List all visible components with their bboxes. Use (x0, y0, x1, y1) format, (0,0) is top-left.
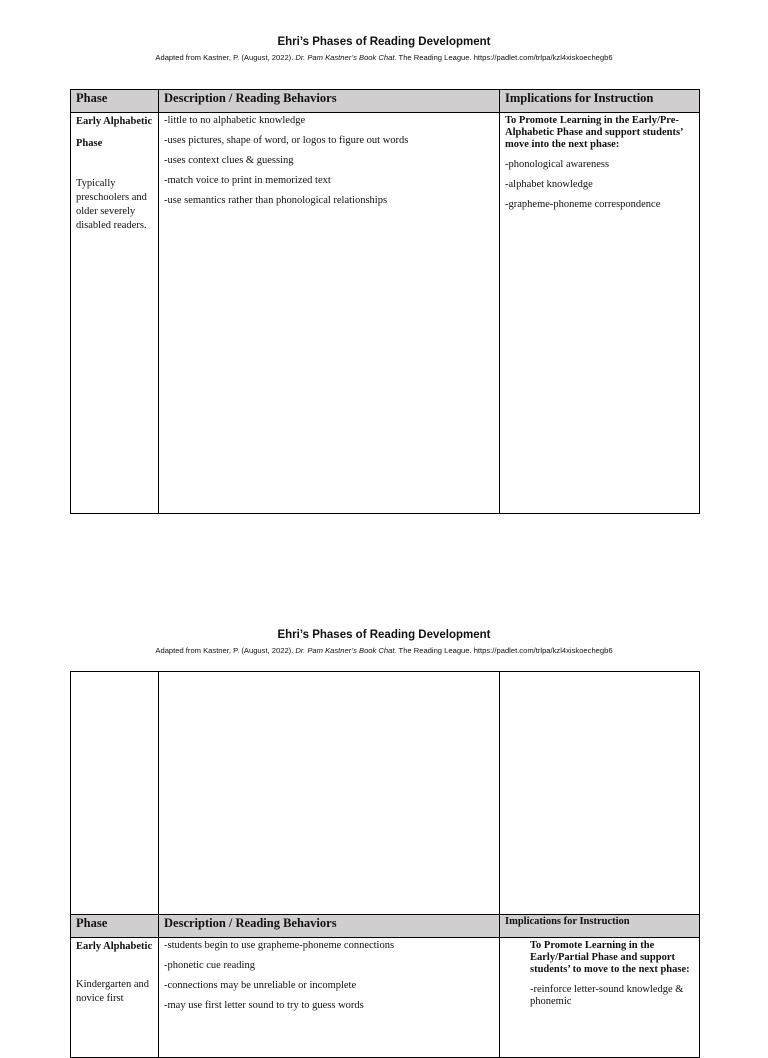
header-phase: Phase (71, 90, 159, 113)
implications-cell (500, 938, 700, 1058)
list-item: -grapheme-phoneme correspondence (505, 199, 661, 210)
phase-title: Early Alphabetic (76, 941, 153, 952)
phase-title-2: Phase (76, 138, 103, 149)
citation-italic: Dr. Pam Kastner’s Book Chat. (295, 53, 397, 62)
table-header-row (71, 915, 700, 938)
phase-cell (71, 938, 159, 1058)
header-implications: Implications for Instruction (500, 915, 700, 938)
phase-note: Typically preschoolers and older severely disabled readers. (76, 178, 147, 231)
citation-suffix: The Reading League. https://padlet.com/trlpa/kzl4xiskoechegb6 (396, 53, 613, 62)
list-item: -match voice to print in memorized text (164, 175, 331, 186)
citation-prefix: Adapted from Kastner, P. (August, 2022). (155, 646, 296, 655)
behaviors-cell (159, 938, 500, 1058)
page-title: Ehri’s Phases of Reading Development (277, 36, 491, 48)
table-header-row (71, 90, 700, 113)
list-item: -phonological awareness (505, 159, 610, 170)
list-item: -students begin to use grapheme-phoneme connections (164, 940, 395, 951)
citation-2 (0, 646, 768, 655)
citation-suffix: The Reading League. https://padlet.com/trlpa/kzl4xiskoechegb6 (396, 646, 613, 655)
list-item: -uses pictures, shape of word, or logos to figure out words (164, 135, 409, 146)
header-phase: Phase (71, 915, 159, 938)
list-item: -use semantics rather than phonological relationships (164, 195, 388, 206)
phase-title: Early Alphabetic (76, 116, 153, 127)
empty-cell (71, 672, 159, 915)
table-row (71, 938, 700, 1058)
list-item: -uses context clues & guessing (164, 155, 294, 166)
page-title-2: Ehri’s Phases of Reading Development (277, 629, 491, 641)
list-item: -reinforce letter-sound knowledge & phonemic (530, 984, 684, 1007)
list-item: -alphabet knowledge (505, 179, 593, 190)
phases-table-2 (70, 671, 700, 1058)
citation-italic: Dr. Pam Kastner’s Book Chat. (295, 646, 397, 655)
empty-cell (500, 672, 700, 915)
table-row-empty (71, 672, 700, 915)
list-item: -may use first letter sound to try to guess words (164, 1000, 364, 1011)
implications-heading: To Promote Learning in the Early/Pre-Alphabetic Phase and support students’ move into the next phase: (505, 115, 683, 150)
citation (0, 53, 768, 62)
phase-cell (71, 113, 159, 514)
behaviors-cell (159, 113, 500, 514)
phases-table-1 (70, 89, 700, 514)
table-row (71, 113, 700, 514)
header-implications: Implications for Instruction (500, 90, 700, 113)
implications-cell (500, 113, 700, 514)
header-description: Description / Reading Behaviors (159, 90, 500, 113)
phase-note: Kindergarten and novice first (76, 979, 149, 1004)
citation-prefix: Adapted from Kastner, P. (August, 2022). (155, 53, 296, 62)
list-item: -little to no alphabetic knowledge (164, 115, 306, 126)
list-item: -phonetic cue reading (164, 960, 255, 971)
empty-cell (159, 672, 500, 915)
list-item: -connections may be unreliable or incomplete (164, 980, 357, 991)
implications-heading: To Promote Learning in the Early/Partial Phase and support students’ to move to the next phase: (530, 940, 690, 975)
header-description: Description / Reading Behaviors (159, 915, 500, 938)
